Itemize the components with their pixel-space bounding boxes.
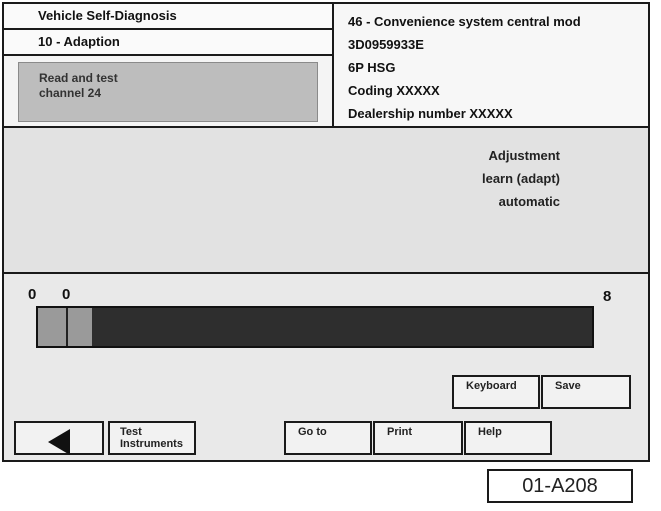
module-variant: 6P HSG: [348, 60, 396, 75]
function-title: 10 - Adaption: [4, 30, 332, 56]
current-value-label: 0: [62, 286, 71, 303]
test-instruments-button[interactable]: [108, 421, 196, 455]
figure-label: 01-A208: [487, 469, 633, 503]
test-instruments-label-1: Test: [120, 426, 142, 438]
keyboard-button[interactable]: Keyboard: [452, 375, 540, 409]
progress-start-marker: [66, 308, 68, 346]
scale-min-label: 0: [28, 286, 37, 303]
help-button[interactable]: Help: [464, 421, 552, 455]
coding-value: Coding XXXXX: [348, 83, 440, 98]
module-title: 46 - Convenience system central mod: [348, 14, 581, 29]
message-area: [4, 128, 648, 274]
message-line-3: automatic: [498, 194, 560, 209]
print-button[interactable]: Print: [373, 421, 463, 455]
instruction-line-2: channel 24: [39, 86, 102, 100]
goto-button[interactable]: Go to: [284, 421, 372, 455]
instruction-box: [18, 62, 318, 122]
instruction-line-1: Read and test: [39, 71, 118, 85]
dealership-number: Dealership number XXXXX: [348, 106, 513, 121]
scale-max-label: 8: [603, 288, 612, 305]
back-arrow-icon: [48, 429, 70, 455]
module-info-panel: [334, 4, 648, 128]
app-title: Vehicle Self-Diagnosis: [4, 4, 332, 30]
part-number: 3D0959933E: [348, 37, 424, 52]
back-button[interactable]: [14, 421, 104, 455]
adaption-progress-bar: [36, 306, 594, 348]
header-left-panel: [4, 4, 334, 128]
message-line-2: learn (adapt): [481, 171, 560, 186]
message-line-1: Adjustment: [488, 148, 560, 163]
test-instruments-label-2: Instruments: [120, 438, 183, 450]
save-button[interactable]: Save: [541, 375, 631, 409]
adaption-message: [400, 144, 560, 213]
progress-bar-fill: [38, 308, 92, 346]
